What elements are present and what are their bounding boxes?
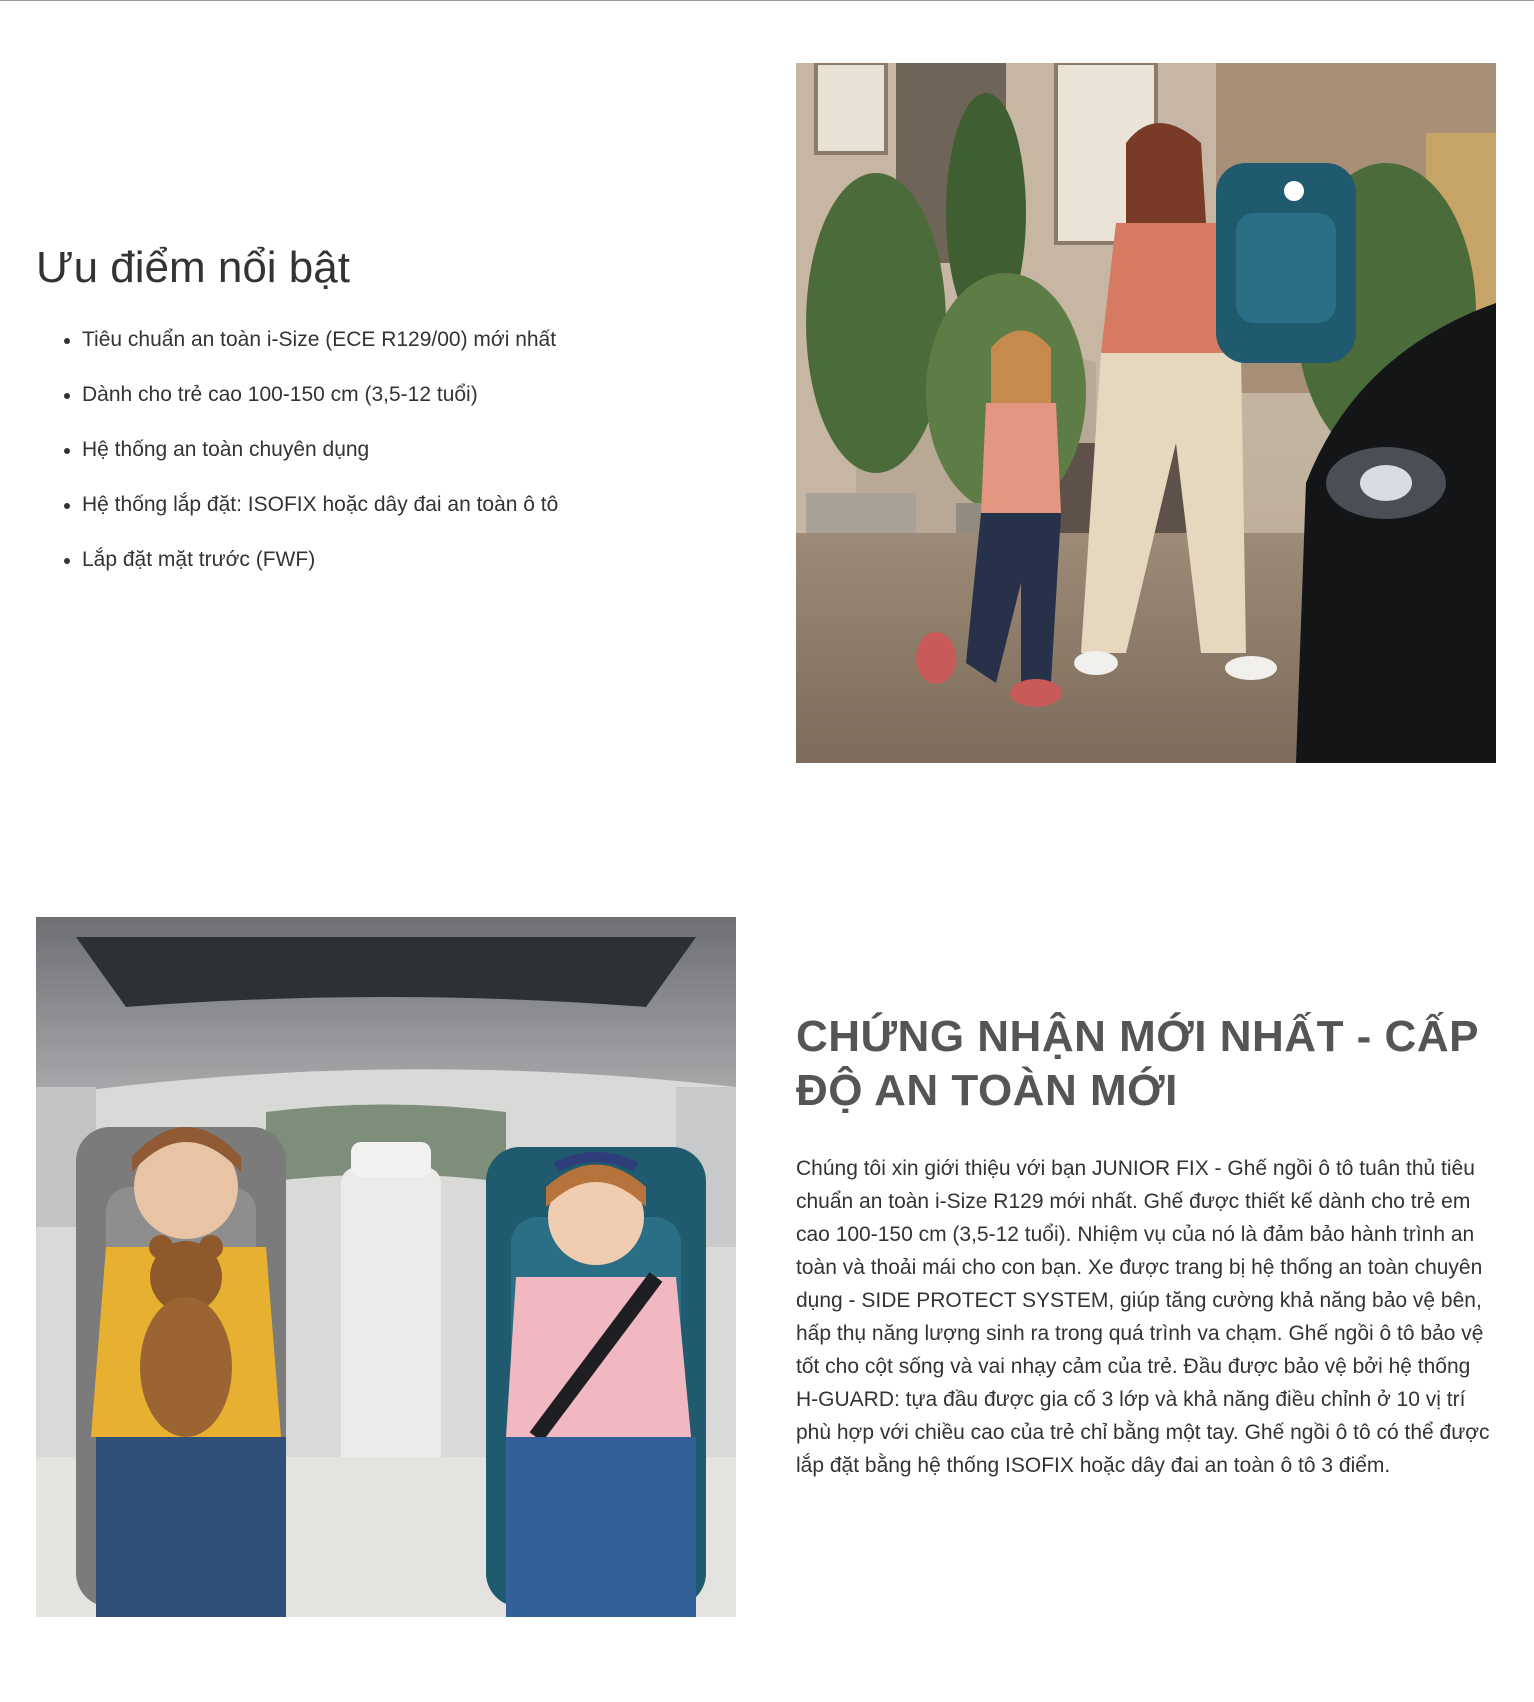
- certification-title: CHỨNG NHẬN MỚI NHẤT - CẤP ĐỘ AN TOÀN MỚI: [796, 1012, 1479, 1115]
- list-item: Hệ thống an toàn chuyên dụng: [82, 436, 736, 464]
- list-item: Tiêu chuẩn an toàn i-Size (ECE R129/00) mới nhất: [82, 326, 736, 354]
- photo-street-illustration: [796, 63, 1496, 763]
- list-item: Lắp đặt mặt trước (FWF): [82, 546, 736, 574]
- features-list: [36, 326, 736, 574]
- product-photo-street: [796, 63, 1496, 763]
- bullet-icon: [64, 393, 70, 399]
- features-title: Ưu điểm nổi bật: [36, 243, 350, 292]
- bullet-icon: [64, 338, 70, 344]
- bullet-icon: [64, 448, 70, 454]
- top-divider: [0, 0, 1534, 1]
- list-item: Hệ thống lắp đặt: ISOFIX hoặc dây đai an toàn ô tô: [82, 491, 736, 519]
- photo-car-interior-illustration: [36, 917, 736, 1617]
- bullet-icon: [64, 503, 70, 509]
- product-photo-car-interior: [36, 917, 736, 1617]
- list-item: Dành cho trẻ cao 100-150 cm (3,5-12 tuổi): [82, 381, 736, 409]
- certification-section: [796, 1010, 1496, 1482]
- features-section: [36, 240, 736, 601]
- certification-description: Chúng tôi xin giới thiệu với bạn JUNIOR FIX - Ghế ngồi ô tô tuân thủ tiêu chuẩn an toàn i-Size R129 mới nhất. Ghế được thiết kế dành cho trẻ em cao 100-150 cm (3,5-12 tuổi). Nhiệm vụ của nó là đảm bảo hành trình an toàn và thoải mái cho con bạn. Xe được trang bị hệ thống an toàn chuyên dụng - SIDE PROTECT SYSTEM, giúp tăng cường khả năng bảo vệ bên, hấp thụ năng lượng sinh ra trong quá trình va chạm. Ghế ngồi ô tô bảo vệ tốt cho cột sống và vai nhạy cảm của trẻ. Đầu được bảo vệ bởi hệ thống H-GUARD: tựa đầu được gia cố 3 lớp và khả năng điều chỉnh ở 10 vị trí phù hợp với chiều cao của trẻ chỉ bằng một tay. Ghế ngồi ô tô có thể được lắp đặt bằng hệ thống ISOFIX hoặc dây đai an toàn ô tô 3 điểm.: [796, 1157, 1490, 1477]
- bullet-icon: [64, 558, 70, 564]
